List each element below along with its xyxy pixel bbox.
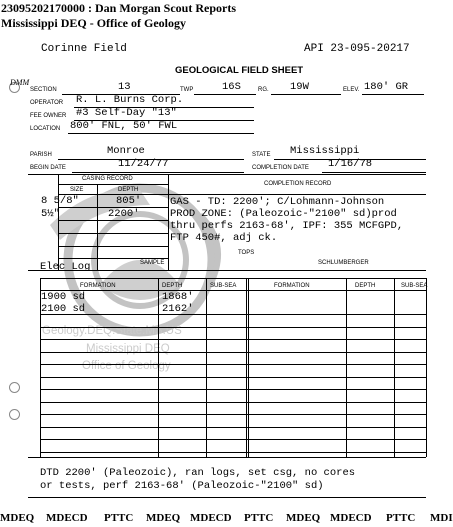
footer-item: MDECD	[330, 512, 372, 524]
grid-line	[248, 278, 249, 457]
footer-item: PTTC	[104, 512, 134, 524]
grid-line	[346, 278, 347, 457]
fee-owner-value: #3 Self-Day "13"	[76, 107, 177, 119]
remarks-line-2: or tests, perf 2163-68' (Paleozoic-"2100" sd)	[40, 480, 324, 492]
tops-depth-2: 2162'	[162, 303, 194, 315]
completion-date-label: COMPLETION DATE	[252, 165, 309, 171]
completion-date-value: 1/16/78	[328, 158, 373, 170]
begin-date-value: 11/24/77	[118, 158, 169, 170]
tops-formation-1: 1900 sd	[41, 291, 86, 303]
section-label: SECTION	[30, 87, 57, 93]
grid-line	[40, 314, 426, 315]
footer-item: MDECD	[46, 512, 88, 524]
geological-field-sheet-card	[0, 32, 449, 510]
fee-owner-label: FEE OWNER	[30, 113, 67, 119]
footer-item: PTTC	[244, 512, 274, 524]
casing-size-header: SIZE	[70, 187, 84, 193]
elec-log: Elec Log	[40, 261, 91, 273]
grid-line	[158, 278, 159, 457]
grid-line	[40, 377, 426, 378]
grid-line	[394, 278, 395, 457]
schl-subsea-header: SUB-SEA	[401, 283, 428, 289]
grid-line	[28, 457, 426, 458]
report-title: 23095202170000 : Dan Morgan Scout Reports	[1, 1, 236, 15]
operator-label: OPERATOR	[30, 100, 64, 106]
watermark-url: Geology.DEQ.State.MS.US	[42, 325, 182, 337]
casing-depth-2: 2200'	[108, 208, 140, 220]
location-value: 800' FNL, 50' FWL	[70, 120, 178, 132]
state-label: STATE	[252, 152, 271, 158]
grid-line	[40, 278, 426, 279]
completion-line-4: FTP 450#, adj ck.	[170, 232, 278, 244]
grid-line	[40, 427, 426, 428]
binder-hole-icon	[9, 409, 20, 420]
grid-line	[40, 327, 426, 328]
footer-item: MDECD	[190, 512, 232, 524]
schl-formation-header: FORMATION	[274, 283, 310, 289]
report-subtitle: Mississippi DEQ - Office of Geology	[1, 16, 186, 30]
grid-line	[246, 278, 247, 457]
grid-line	[40, 290, 426, 291]
sample-label: SAMPLE	[140, 260, 165, 266]
completion-line-3: thru perfs 2163-68', IPF: 355 MCFGPD,	[170, 220, 404, 232]
sheet-title: GEOLOGICAL FIELD SHEET	[175, 65, 304, 76]
parish-label: PARISH	[30, 152, 52, 158]
remarks-line-1: DTD 2200' (Paleozoic), ran logs, set csg, no cores	[40, 467, 356, 479]
grid-line	[40, 352, 426, 353]
casing-record-label: CASING RECORD	[82, 176, 133, 182]
completion-record-label: COMPLETION RECORD	[264, 181, 332, 187]
begin-date-label: BEGIN DATE	[30, 165, 66, 171]
sample-subsea-header: SUB-SEA	[210, 283, 237, 289]
footer-item: MDEQ	[0, 512, 35, 524]
footer-item: PTTC	[386, 512, 416, 524]
twp-label: TWP	[180, 87, 194, 93]
grid-line	[40, 414, 426, 415]
grid-line	[40, 364, 426, 365]
grid-line	[40, 452, 426, 453]
field-name: Corinne Field	[41, 43, 127, 55]
watermark-office: Office of Geology	[82, 360, 171, 372]
grid-line	[206, 278, 207, 457]
elev-value: 180' GR	[364, 81, 409, 93]
sample-formation-header: FORMATION	[80, 283, 116, 289]
completion-line-2: PROD ZONE: (Paleozoic-"2100" sd)prod	[170, 208, 397, 220]
grid-line	[28, 497, 426, 498]
tops-formation-2: 2100 sd	[41, 303, 86, 315]
footer-item: MDEQ	[146, 512, 181, 524]
grid-line	[40, 439, 426, 440]
grid-line	[40, 339, 426, 340]
footer-item: MDI	[430, 512, 453, 524]
twp-value: 16S	[222, 81, 241, 93]
casing-size-2: 5½"	[41, 208, 60, 220]
casing-size-1: 8 5/8"	[41, 195, 79, 207]
schl-depth-header: DEPTH	[355, 283, 376, 289]
completion-line-1: GAS - TD: 2200'; C/Lohmann-Johnson	[170, 196, 385, 208]
section-value: 13	[118, 81, 131, 93]
initials: DMM	[10, 78, 30, 87]
elev-label: ELEV.	[343, 87, 360, 93]
operator-value: R. L. Burns Corp.	[76, 94, 184, 106]
casing-depth-header: DEPTH	[118, 187, 139, 193]
state-value: Mississippi	[290, 145, 360, 157]
footer-item: MDEQ	[286, 512, 321, 524]
grid-line	[40, 278, 41, 457]
rg-value: 19W	[290, 81, 309, 93]
grid-line	[40, 402, 426, 403]
watermark-agency: Mississippi DEQ	[86, 343, 170, 355]
binder-hole-icon	[9, 382, 20, 393]
api-number: API 23-095-20217	[304, 43, 410, 55]
rg-label: RG.	[258, 87, 269, 93]
grid-line	[426, 278, 427, 457]
schlumberger-label: SCHLUMBERGER	[318, 260, 369, 266]
tops-label: TOPS	[238, 250, 255, 256]
tops-depth-1: 1868'	[162, 291, 194, 303]
parish-value: Monroe	[107, 145, 145, 157]
casing-depth-1: 805'	[116, 195, 142, 207]
grid-line	[40, 389, 426, 390]
sample-depth-header: DEPTH	[162, 283, 183, 289]
location-label: LOCATION	[30, 126, 61, 132]
